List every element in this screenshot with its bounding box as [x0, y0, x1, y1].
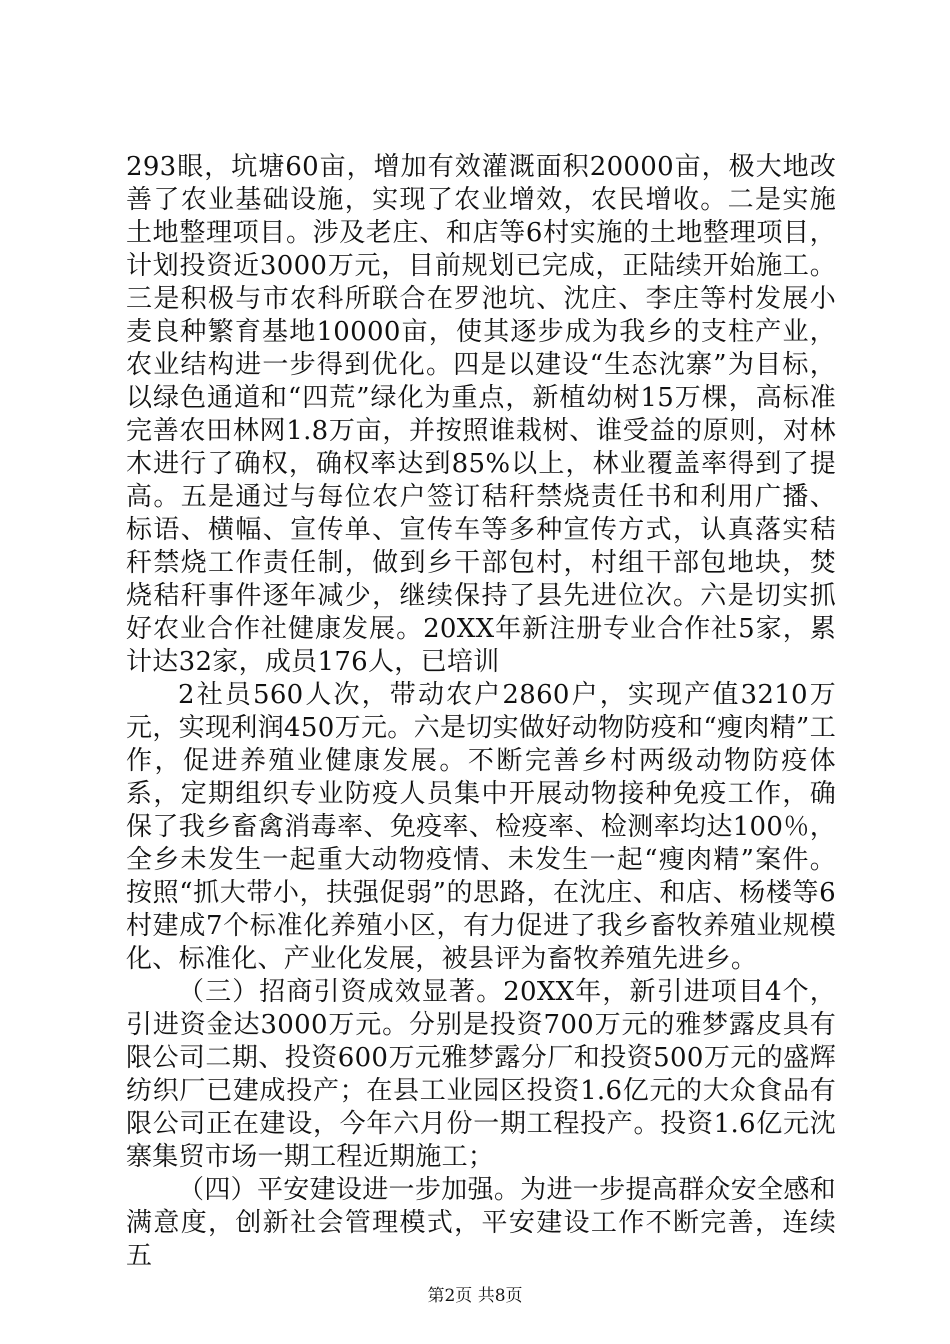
paragraph-cooperative-epidemic: 2社员560人次，带动农户2860户，实现产值3210万元，实现利润450万元。六是切实做好动物防疫和“瘦肉精”工作，促进养殖业健康发展。不断完善乡村两级动物防疫体系，定期组织专业防疫人员集中开展动物接种免疫工作，确保了我乡畜禽消毒率、免疫率、检疫率、检测率均达100％，全乡未发生一起重大动物疫情、未发生一起“瘦肉精”案件。按照“抓大带小，扶强促弱”的思路，在沈庄、和店、杨楼等6村建成7个标准化养殖小区，有力促进了我乡畜牧养殖业规模化、标准化、产业化发展，被县评为畜牧养殖先进乡。 — [126, 680, 836, 974]
document-body — [126, 151, 836, 1273]
paragraph-agriculture: 293眼，坑塘60亩，增加有效灌溉面积20000亩，极大地改善了农业基础设施，实现了农业增效，农民增收。二是实施土地整理项目。涉及老庄、和店等6村实施的土地整理项目，计划投资近3000万元，目前规划已完成，正陆续开始施工。三是积极与市农科所联合在罗池坑、沈庄、李庄等村发展小麦良种繁育基地10000亩，使其逐步成为我乡的支柱产业，农业结构进一步得到优化。四是以建设“生态沈寨”为目标，以绿色通道和“四荒”绿化为重点，新植幼树15万棵，高标准完善农田林网1.8万亩，并按照谁栽树、谁受益的原则，对林木进行了确权，确权率达到85%以上，林业覆盖率得到了提高。五是通过与每位农户签订秸秆禁烧责任书和利用广播、标语、横幅、宣传单、宣传车等多种宣传方式，认真落实秸秆禁烧工作责任制，做到乡干部包村，村组干部包地块，焚烧秸秆事件逐年减少，继续保持了县先进位次。六是切实抓好农业合作社健康发展。20XX年新注册专业合作社5家，累计达32家，成员176人，已培训 — [126, 152, 836, 677]
paragraph-investment: （三）招商引资成效显著。20XX年，新引进项目4个，引进资金达3000万元。分别是投资700万元的雅梦露皮具有限公司二期、投资600万元雅梦露分厂和投资500万元的盛辉纺织厂已建成投产；在县工业园区投资1.6亿元的大众食品有限公司正在建设，今年六月份一期工程投产。投资1.6亿元沈寨集贸市场一期工程近期施工； — [126, 977, 836, 1172]
paragraph-safety: （四）平安建设进一步加强。为进一步提高群众安全感和满意度，创新社会管理模式，平安建设工作不断完善，连续五 — [126, 1175, 836, 1271]
page-footer: 第2页 共8页 — [427, 1286, 523, 1306]
